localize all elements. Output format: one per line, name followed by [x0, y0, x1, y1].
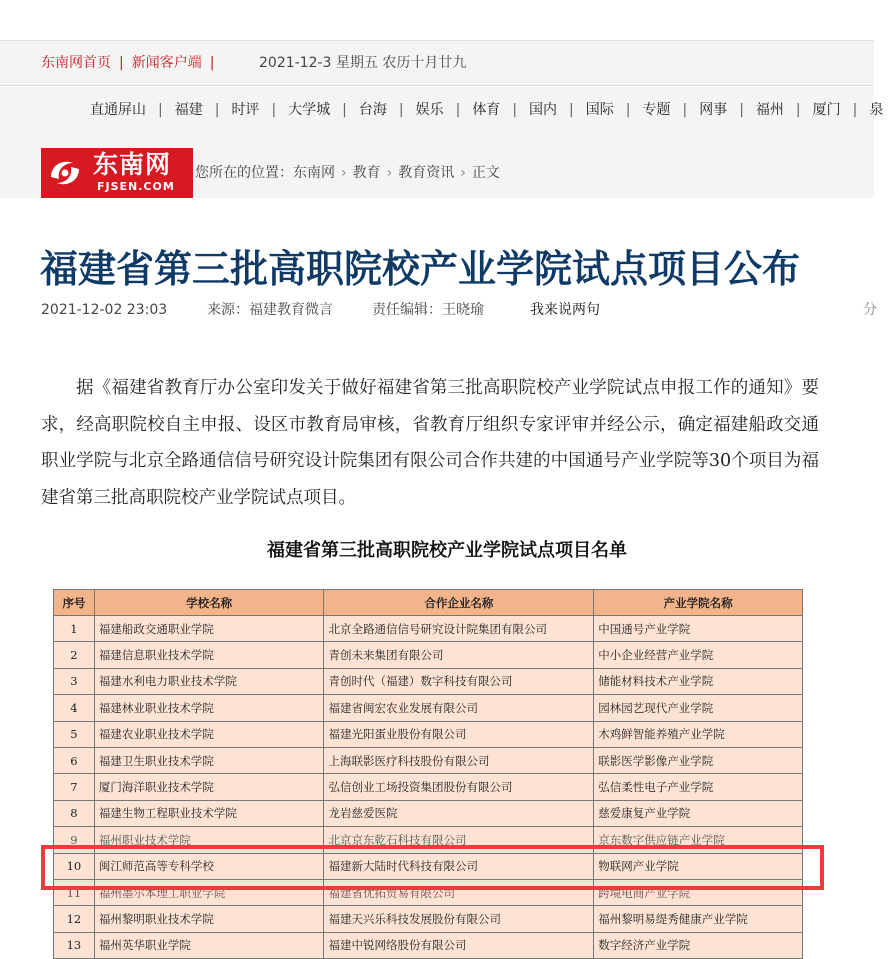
nav-list: [90, 101, 883, 119]
college-name: 木鸡鲜智能养殖产业学院: [594, 721, 803, 747]
nav-separator: |: [455, 102, 461, 118]
nav-item: [869, 101, 883, 119]
college-name: 弘信柔性电子产业学院: [594, 774, 803, 800]
highlight-box: [41, 845, 824, 890]
college-name: 京东数字供应链产业学院: [594, 827, 803, 853]
nav-link[interactable]: 大学城: [288, 102, 331, 118]
school-name: 福建水利电力职业技术学院: [94, 668, 324, 694]
nav-separator: |: [271, 102, 277, 118]
nav-link[interactable]: 国内: [529, 102, 558, 118]
table-row: [54, 642, 803, 668]
company-name: 福建省优拓贸易有限公司: [324, 879, 594, 905]
row-number: 4: [54, 695, 95, 721]
nav-separator: |: [214, 102, 220, 118]
row-number: 13: [54, 932, 95, 958]
nav-separator: |: [569, 102, 574, 118]
breadcrumb: [195, 164, 500, 182]
nav-item: [231, 101, 288, 119]
breadcrumb-item[interactable]: 教育资讯: [398, 165, 455, 181]
nav-item: [359, 101, 416, 119]
nav-item: [529, 101, 586, 119]
nav-link[interactable]: 福州: [755, 102, 784, 118]
table-row: [54, 774, 803, 800]
nav-link[interactable]: 体育: [472, 102, 501, 118]
breadcrumb-item[interactable]: 东南网: [293, 165, 335, 181]
row-number: 2: [54, 642, 95, 668]
nav-link[interactable]: 时评: [231, 102, 260, 118]
article-source: 来源：福建教育微言: [207, 302, 333, 318]
nav-link[interactable]: 台海: [358, 102, 387, 118]
nav-item: [416, 101, 473, 119]
company-name: 北京京东乾石科技有限公司: [324, 827, 594, 853]
company-name: 北京全路通信信号研究设计院集团有限公司: [324, 616, 594, 642]
table-row: [54, 906, 803, 932]
nav-separator: |: [512, 102, 518, 118]
college-name: 中小企业经营产业学院: [594, 642, 803, 668]
project-table: [53, 589, 803, 959]
comment-link[interactable]: 我来说两句: [530, 302, 600, 318]
table-row: [54, 695, 803, 721]
column-header: 序号: [54, 590, 95, 616]
article-title: 福建省第三批高职院校产业学院试点项目公布: [40, 247, 801, 291]
nav-separator: |: [682, 102, 688, 118]
row-number: 6: [54, 747, 95, 773]
school-name: 福州墨尔本理工职业学院: [94, 879, 324, 905]
nav-separator: |: [795, 102, 801, 118]
company-name: 福建中锐网络股份有限公司: [324, 932, 594, 958]
top-bar: [0, 40, 874, 86]
school-name: 福州职业技术学院: [94, 827, 324, 853]
school-name: 福建林业职业技术学院: [94, 695, 324, 721]
table-row: [54, 668, 803, 694]
nav-link[interactable]: 娱乐: [415, 102, 444, 118]
nav-link[interactable]: 直通屏山: [90, 102, 146, 118]
row-number: 7: [54, 774, 95, 800]
college-name: 跨境电商产业学院: [594, 879, 803, 905]
table-row: [54, 747, 803, 773]
current-date: 2021-12-3 星期五 农历十月廿九: [259, 55, 467, 71]
top-links: [41, 54, 222, 72]
school-name: 福建生物工程职业技术学院: [94, 800, 324, 826]
nav-item: [756, 101, 813, 119]
column-header: 学校名称: [94, 590, 324, 616]
row-number: 5: [54, 721, 95, 747]
article-paragraph: 据《福建省教育厅办公室印发关于做好福建省第三批高职院校产业学院试点申报工作的通知》要求，经高职院校自主申报、设区市教育局审核，省教育厅组织专家评审并经公示，确定福建船政交通职业学院与北京全路通信信号研究设计院集团有限公司合作共建的中国通号产业学院等30个项目为福建省第三批高职院校产业学院试点项目。: [41, 378, 819, 508]
nav-item: [586, 101, 643, 119]
company-name: 青创时代（福建）数字科技有限公司: [324, 668, 594, 694]
nav-separator: |: [852, 102, 858, 118]
company-name: 福建新大陆时代科技有限公司: [324, 853, 594, 879]
row-number: 8: [54, 800, 95, 826]
nav-item: [175, 101, 232, 119]
nav-link[interactable]: 专题: [642, 102, 671, 118]
chevron-right-icon: ›: [386, 165, 393, 181]
publish-datetime: 2021-12-02 23:03: [41, 302, 168, 318]
nav-item: [288, 101, 359, 119]
chevron-right-icon: ›: [341, 165, 347, 181]
table-body: [54, 616, 803, 959]
college-name: 物联网产业学院: [594, 853, 803, 879]
breadcrumb-item[interactable]: 教育: [352, 165, 381, 181]
college-name: 数字经济产业学院: [594, 932, 803, 958]
nav-link[interactable]: 厦门: [812, 102, 841, 118]
table-row: [54, 932, 803, 958]
college-name: 中国通号产业学院: [594, 616, 803, 642]
nav-item: [90, 101, 175, 119]
row-number: 9: [54, 827, 95, 853]
share-label[interactable]: 分: [863, 302, 877, 318]
logo-icon: [47, 155, 83, 191]
college-name: 联影医学影像产业学院: [594, 747, 803, 773]
column-header: 合作企业名称: [324, 590, 594, 616]
nav-link[interactable]: 泉: [869, 102, 884, 118]
home-link[interactable]: 东南网首页: [41, 55, 111, 71]
nav-item: [472, 101, 529, 119]
row-number: 3: [54, 668, 95, 694]
college-name: 福州黎明易缇秀健康产业学院: [594, 906, 803, 932]
school-name: 福州英华职业学院: [94, 932, 324, 958]
school-name: 福建信息职业技术学院: [94, 642, 324, 668]
nav-separator: |: [398, 102, 404, 118]
nav-item: [642, 101, 699, 119]
company-name: 青创未来集团有限公司: [324, 642, 594, 668]
client-link[interactable]: 新闻客户端: [131, 55, 202, 71]
nav-link[interactable]: 网事: [699, 102, 728, 118]
school-name: 闽江师范高等专科学校: [94, 853, 324, 879]
company-name: 弘信创业工场投资集团股份有限公司: [324, 774, 594, 800]
row-number: 11: [54, 879, 95, 905]
chevron-right-icon: ›: [460, 165, 466, 181]
separator: |: [209, 55, 215, 71]
row-number: 10: [54, 853, 95, 879]
nav-item: [699, 101, 756, 119]
separator: |: [119, 55, 124, 71]
table-header-row: [54, 590, 803, 616]
logo-subtext: FJSEN.COM: [97, 180, 175, 193]
school-name: 福建卫生职业技术学院: [94, 747, 324, 773]
college-name: 园林园艺现代产业学院: [594, 695, 803, 721]
school-name: 福建农业职业技术学院: [94, 721, 324, 747]
nav-link[interactable]: 国际: [585, 102, 614, 118]
school-name: 福州黎明职业技术学院: [94, 906, 324, 932]
school-name: 厦门海洋职业技术学院: [94, 774, 324, 800]
table-title: 福建省第三批高职院校产业学院试点项目名单: [267, 540, 627, 561]
article-editor: 责任编辑：王晓瑜: [372, 302, 484, 318]
school-name: 福建船政交通职业学院: [94, 616, 324, 642]
breadcrumb-item: 正文: [471, 165, 500, 181]
table-row: [54, 800, 803, 826]
table-row: [54, 616, 803, 642]
nav-separator: |: [158, 102, 163, 118]
college-name: 慈爱康复产业学院: [594, 800, 803, 826]
company-name: 福建光阳蛋业股份有限公司: [324, 721, 594, 747]
nav-separator: |: [739, 102, 744, 118]
row-number: 12: [54, 906, 95, 932]
site-logo[interactable]: [41, 148, 193, 198]
company-name: 福建天兴乐科技发展股份有限公司: [324, 906, 594, 932]
nav-separator: |: [625, 102, 631, 118]
company-name: 龙岩慈爱医院: [324, 800, 594, 826]
company-name: 上海联影医疗科技股份有限公司: [324, 747, 594, 773]
column-header: 产业学院名称: [594, 590, 803, 616]
breadcrumb-prefix: 您所在的位置：: [195, 165, 293, 181]
nav-item: [813, 101, 870, 119]
logo-text: 东南网: [93, 150, 172, 179]
row-number: 1: [54, 616, 95, 642]
nav-link[interactable]: 福建: [174, 102, 203, 118]
nav-separator: |: [342, 102, 347, 118]
table-row: [54, 721, 803, 747]
company-name: 福建省闽宏农业发展有限公司: [324, 695, 594, 721]
college-name: 储能材料技术产业学院: [594, 668, 803, 694]
